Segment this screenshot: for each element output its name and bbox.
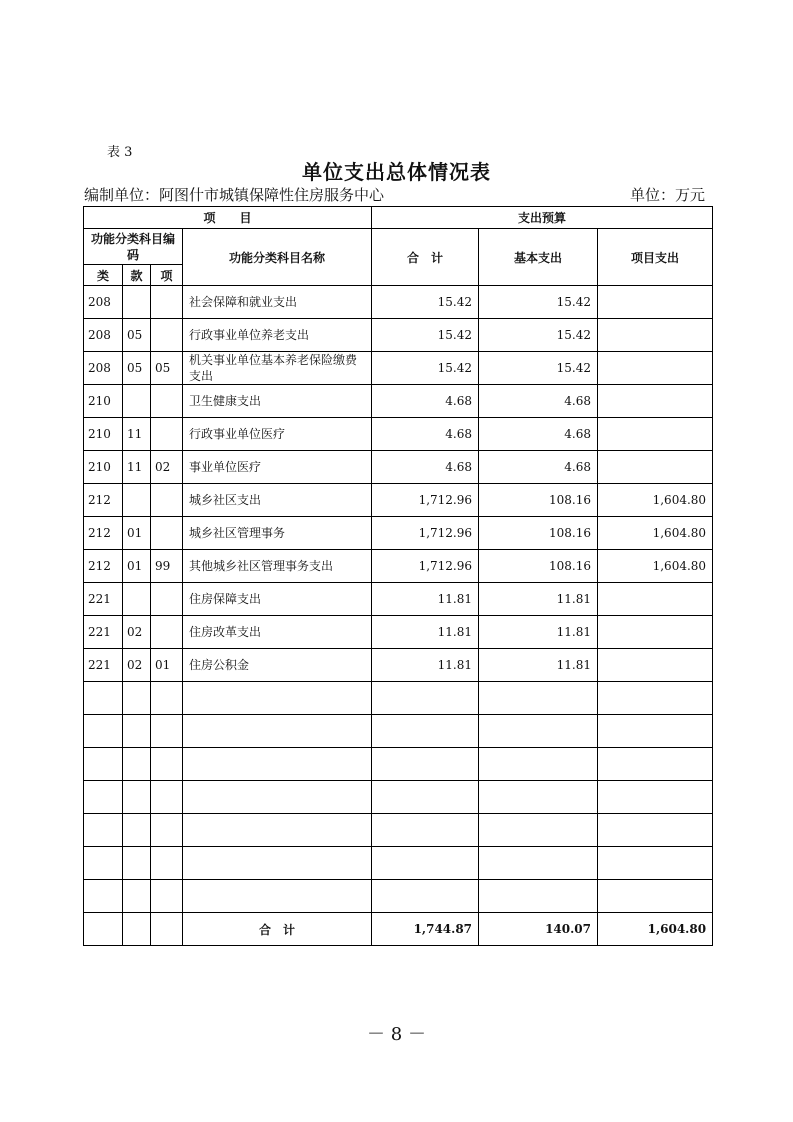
table-row	[84, 880, 713, 913]
item-name	[183, 682, 372, 715]
table-row	[84, 286, 713, 319]
totals-row	[84, 913, 713, 946]
amount-total	[372, 748, 479, 781]
code-lei: 221	[84, 649, 123, 682]
item-name	[183, 880, 372, 913]
item-name: 城乡社区支出	[183, 484, 372, 517]
item-name: 卫生健康支出	[183, 385, 372, 418]
table-row	[84, 847, 713, 880]
amount-total	[372, 847, 479, 880]
table-row	[84, 814, 713, 847]
code-lei	[84, 781, 123, 814]
amount-project	[598, 352, 713, 385]
table-row	[84, 319, 713, 352]
code-lei: 208	[84, 319, 123, 352]
amount-basic	[479, 781, 598, 814]
amount-total	[372, 781, 479, 814]
amount-project: 1,604.80	[598, 484, 713, 517]
totals-basic: 140.07	[479, 913, 598, 946]
item-name	[183, 847, 372, 880]
code-kuan: 02	[123, 649, 151, 682]
table-row	[84, 649, 713, 682]
amount-project	[598, 880, 713, 913]
amount-total: 1,712.96	[372, 517, 479, 550]
amount-basic	[479, 748, 598, 781]
header-total: 合 计	[372, 229, 479, 286]
table-row	[84, 715, 713, 748]
code-kuan	[123, 385, 151, 418]
table-label: 表 3	[107, 145, 133, 160]
amount-project	[598, 385, 713, 418]
code-kuan: 01	[123, 517, 151, 550]
item-name: 社会保障和就业支出	[183, 286, 372, 319]
code-xiang: 99	[151, 550, 183, 583]
code-kuan	[123, 484, 151, 517]
totals-label: 合 计	[183, 913, 372, 946]
amount-project	[598, 814, 713, 847]
code-kuan	[123, 583, 151, 616]
code-xiang	[151, 418, 183, 451]
amount-basic: 108.16	[479, 484, 598, 517]
item-name: 行政事业单位医疗	[183, 418, 372, 451]
amount-project	[598, 715, 713, 748]
amount-project	[598, 748, 713, 781]
item-name: 事业单位医疗	[183, 451, 372, 484]
header-project: 项目支出	[598, 229, 713, 286]
page-number: － 8 －	[367, 1024, 426, 1045]
code-lei: 210	[84, 418, 123, 451]
code-kuan: 01	[123, 550, 151, 583]
code-xiang: 02	[151, 451, 183, 484]
code-lei	[84, 682, 123, 715]
header-lei: 类	[84, 265, 123, 286]
amount-total: 15.42	[372, 286, 479, 319]
item-name: 机关事业单位基本养老保险缴费支出	[183, 352, 372, 385]
code-xiang	[151, 781, 183, 814]
code-xiang	[151, 682, 183, 715]
code-lei	[84, 880, 123, 913]
amount-total: 11.81	[372, 583, 479, 616]
amount-basic: 4.68	[479, 451, 598, 484]
code-lei	[84, 748, 123, 781]
code-xiang	[151, 814, 183, 847]
amount-total: 15.42	[372, 319, 479, 352]
amount-basic: 15.42	[479, 286, 598, 319]
code-kuan	[123, 748, 151, 781]
header-row-2	[84, 229, 713, 265]
amount-project	[598, 847, 713, 880]
item-name	[183, 814, 372, 847]
code-xiang	[151, 319, 183, 352]
code-kuan	[123, 781, 151, 814]
code-xiang	[151, 484, 183, 517]
code-xiang	[151, 616, 183, 649]
table-row	[84, 550, 713, 583]
table-row	[84, 682, 713, 715]
item-name: 城乡社区管理事务	[183, 517, 372, 550]
table-row	[84, 748, 713, 781]
amount-basic	[479, 880, 598, 913]
item-name	[183, 781, 372, 814]
table-row	[84, 583, 713, 616]
amount-project	[598, 451, 713, 484]
amount-basic: 4.68	[479, 418, 598, 451]
amount-basic	[479, 847, 598, 880]
amount-project	[598, 781, 713, 814]
totals-empty-cell	[151, 913, 183, 946]
amount-basic: 15.42	[479, 319, 598, 352]
totals-empty-cell	[123, 913, 151, 946]
amount-basic: 4.68	[479, 385, 598, 418]
code-xiang: 05	[151, 352, 183, 385]
amount-project	[598, 583, 713, 616]
code-xiang	[151, 286, 183, 319]
header-budget: 支出预算	[372, 207, 713, 229]
amount-basic: 15.42	[479, 352, 598, 385]
amount-total: 1,712.96	[372, 484, 479, 517]
code-lei: 208	[84, 286, 123, 319]
code-kuan	[123, 286, 151, 319]
code-lei: 212	[84, 484, 123, 517]
amount-project: 1,604.80	[598, 550, 713, 583]
code-lei: 212	[84, 517, 123, 550]
code-lei: 210	[84, 451, 123, 484]
compiling-unit: 编制单位：阿图什市城镇保障性住房服务中心	[84, 186, 385, 204]
amount-project	[598, 286, 713, 319]
item-name: 其他城乡社区管理事务支出	[183, 550, 372, 583]
amount-total	[372, 814, 479, 847]
amount-total	[372, 880, 479, 913]
code-xiang	[151, 583, 183, 616]
amount-project	[598, 616, 713, 649]
totals-project: 1,604.80	[598, 913, 713, 946]
table-row	[84, 385, 713, 418]
code-lei	[84, 847, 123, 880]
code-xiang	[151, 748, 183, 781]
amount-basic: 11.81	[479, 649, 598, 682]
amount-total: 4.68	[372, 385, 479, 418]
expenditure-table	[83, 206, 713, 946]
totals-total: 1,744.87	[372, 913, 479, 946]
code-kuan	[123, 847, 151, 880]
amount-project	[598, 649, 713, 682]
amount-basic	[479, 814, 598, 847]
table-row	[84, 451, 713, 484]
header-name: 功能分类科目名称	[183, 229, 372, 286]
page-title: 单位支出总体情况表	[302, 160, 491, 184]
item-name: 住房改革支出	[183, 616, 372, 649]
amount-total: 11.81	[372, 616, 479, 649]
header-code-group: 功能分类科目编码	[84, 229, 183, 265]
amount-total: 15.42	[372, 352, 479, 385]
table-row	[84, 352, 713, 385]
item-name: 住房公积金	[183, 649, 372, 682]
code-xiang	[151, 385, 183, 418]
table-row	[84, 418, 713, 451]
code-kuan: 05	[123, 319, 151, 352]
amount-basic: 11.81	[479, 583, 598, 616]
amount-project	[598, 682, 713, 715]
amount-basic	[479, 682, 598, 715]
code-lei: 212	[84, 550, 123, 583]
header-row-1	[84, 207, 713, 229]
currency-unit: 单位：万元	[629, 186, 705, 204]
code-kuan: 11	[123, 418, 151, 451]
amount-total: 4.68	[372, 451, 479, 484]
code-kuan: 11	[123, 451, 151, 484]
amount-basic	[479, 715, 598, 748]
item-name	[183, 748, 372, 781]
amount-basic: 11.81	[479, 616, 598, 649]
amount-basic: 108.16	[479, 517, 598, 550]
amount-project	[598, 418, 713, 451]
totals-empty-cell	[84, 913, 123, 946]
code-lei: 208	[84, 352, 123, 385]
amount-project	[598, 319, 713, 352]
table-row	[84, 484, 713, 517]
code-kuan	[123, 715, 151, 748]
table-row	[84, 781, 713, 814]
code-xiang	[151, 880, 183, 913]
amount-total	[372, 682, 479, 715]
table-row	[84, 517, 713, 550]
code-lei: 221	[84, 583, 123, 616]
amount-total: 11.81	[372, 649, 479, 682]
code-lei	[84, 715, 123, 748]
code-kuan	[123, 880, 151, 913]
code-xiang	[151, 517, 183, 550]
code-xiang	[151, 847, 183, 880]
amount-basic: 108.16	[479, 550, 598, 583]
code-kuan	[123, 682, 151, 715]
code-lei	[84, 814, 123, 847]
code-kuan: 02	[123, 616, 151, 649]
item-name: 住房保障支出	[183, 583, 372, 616]
item-name	[183, 715, 372, 748]
table-body	[84, 286, 713, 913]
code-lei: 221	[84, 616, 123, 649]
amount-total: 4.68	[372, 418, 479, 451]
code-lei: 210	[84, 385, 123, 418]
amount-total: 1,712.96	[372, 550, 479, 583]
header-kuan: 款	[123, 265, 151, 286]
header-basic: 基本支出	[479, 229, 598, 286]
item-name: 行政事业单位养老支出	[183, 319, 372, 352]
header-xiang: 项	[151, 265, 183, 286]
amount-total	[372, 715, 479, 748]
header-item: 项 目	[84, 207, 372, 229]
table-row	[84, 616, 713, 649]
amount-project: 1,604.80	[598, 517, 713, 550]
code-xiang	[151, 715, 183, 748]
code-kuan: 05	[123, 352, 151, 385]
code-kuan	[123, 814, 151, 847]
code-xiang: 01	[151, 649, 183, 682]
